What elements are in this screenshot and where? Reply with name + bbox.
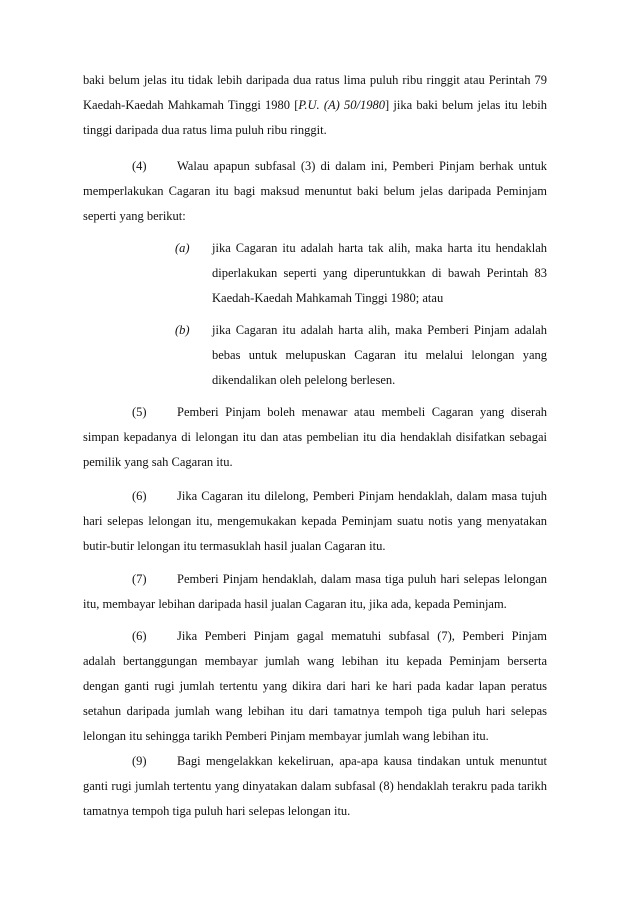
- intro-citation: P.U. (A) 50/1980: [298, 98, 386, 112]
- item-a-label: (a): [175, 241, 190, 255]
- paragraph-8: [83, 624, 547, 749]
- paragraph-4: [83, 154, 547, 229]
- paragraph-7-text: Pemberi Pinjam hendaklah, dalam masa tiga puluh hari selepas lelongan itu, membayar lebihan daripada hasil jualan Cagaran itu, jika ada, kepada Peminjam.: [83, 572, 547, 611]
- item-a-text: jika Cagaran itu adalah harta tak alih, maka harta itu hendaklah diperlakukan seperti yang diperuntukkan di bawah Perintah 83 Kaedah-Kaedah Mahkamah Tinggi 1980; atau: [212, 241, 547, 305]
- item-b-label: (b): [175, 323, 190, 337]
- paragraph-6: [83, 484, 547, 559]
- paragraph-5: [83, 400, 547, 475]
- paragraph-4-text: Walau apapun subfasal (3) di dalam ini, Pemberi Pinjam berhak untuk memperlakukan Cagaran itu bagi maksud menuntut baki belum jelas daripada Peminjam seperti yang berikut:: [83, 159, 547, 223]
- intro-text-post: ] jika baki belum jelas itu lebih tinggi daripada dua ratus lima puluh ribu ringgit.: [83, 98, 547, 137]
- paragraph-8-text: Jika Pemberi Pinjam gagal mematuhi subfasal (7), Pemberi Pinjam adalah bertanggungan membayar jumlah wang lebihan itu kepada Peminjam berserta dengan ganti rugi jumlah tertentu yang dikira dari hari ke hari pada kadar lapan peratus setahun daripada jumlah wang lebihan itu dari tamatnya tempoh tiga puluh hari selepas lelongan itu sehingga tarikh Pemberi Pinjam membayar jumlah wang lebihan itu.: [83, 629, 547, 743]
- paragraph-9: [83, 749, 547, 824]
- paragraph-6-number: (6): [132, 489, 147, 503]
- intro-text-pre: baki belum jelas itu tidak lebih daripada dua ratus lima puluh ribu ringgit atau Perintah 79 Kaedah-Kaedah Mahkamah Tinggi 1980 [: [83, 73, 547, 112]
- intro-paragraph: [83, 68, 547, 143]
- paragraph-4-number: (4): [132, 159, 147, 173]
- paragraph-8-number: (6): [132, 629, 147, 643]
- paragraph-5-text: Pemberi Pinjam boleh menawar atau membeli Cagaran yang diserah simpan kepadanya di lelongan itu dan atas pembelian itu dia hendaklah disifatkan sebagai pemilik yang sah Cagaran itu.: [83, 405, 547, 469]
- paragraph-5-number: (5): [132, 405, 147, 419]
- paragraph-7: [83, 567, 547, 617]
- paragraph-9-number: (9): [132, 754, 147, 768]
- item-b-text: jika Cagaran itu adalah harta alih, maka Pemberi Pinjam adalah bebas untuk melupuskan Cagaran itu melalui lelongan yang dikendalikan oleh pelelong berlesen.: [212, 323, 547, 387]
- paragraph-9-text: Bagi mengelakkan kekeliruan, apa-apa kausa tindakan untuk menuntut ganti rugi jumlah tertentu yang dinyatakan dalam subfasal (8) hendaklah terakru pada tarikh tamatnya tempoh tiga puluh hari selepas lelongan itu.: [83, 754, 547, 818]
- paragraph-6-text: Jika Cagaran itu dilelong, Pemberi Pinjam hendaklah, dalam masa tujuh hari selepas lelongan itu, mengemukakan kepada Peminjam suatu notis yang menyatakan butir-butir lelongan itu termasuklah hasil jualan Cagaran itu.: [83, 489, 547, 553]
- paragraph-7-number: (7): [132, 572, 147, 586]
